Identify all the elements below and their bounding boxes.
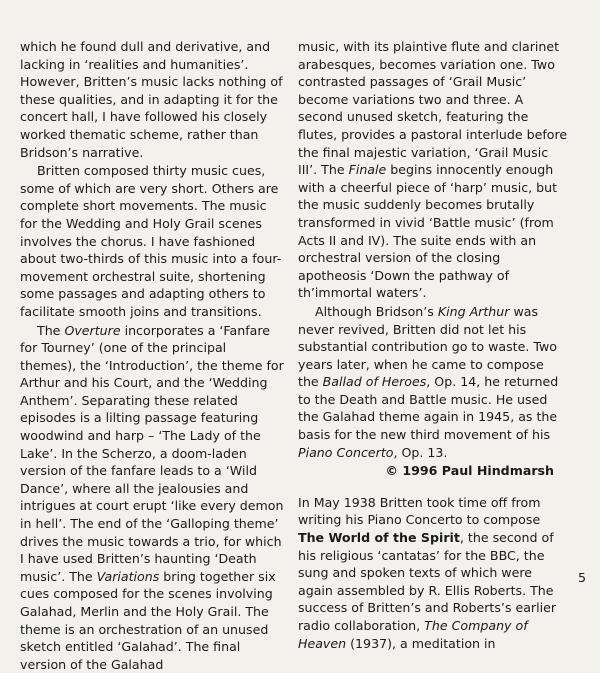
- paragraph-music-cues: Britten composed thirty music cues, some of which are very short. Others are complete short movements. The music for the Wedding and Holy Grail scenes involves the chorus. I have fashioned about two-thirds of this music into a four-movement orchestral suite, shortening some passages and adapting others to facilitate smooth joins and transitions.: [20, 162, 284, 320]
- right-column: [298, 38, 568, 652]
- paragraph-variations: music, with its plaintive flute and clarinet arabesques, becomes variation one. Two contrasted passages of ‘Grail Music’ become variations two and three. A second unused sketch, featuring the flutes, provides a pastoral interlude before the final majestic variation, ‘Grail Music III’. The Finale begins innocently enough with a cheerful piece of ‘harp’ music, but the music suddenly becomes brutally transformed in vivid ‘Battle music’ (from Acts II and IV). The suite ends with an orchestral version of the closing apotheosis ‘Down the pathway of th’immortal waters’.: [298, 38, 568, 302]
- page-number: 5: [578, 570, 586, 585]
- paragraph-continued: which he found dull and derivative, and lacking in ‘realities and humanities’. However, Britten’s music lacks nothing of these qualities, and in adapting it for the concert hall, I have followed his closely worked thematic scheme, rather than Bridson’s narrative.: [20, 38, 284, 161]
- paragraph-world-of-spirit: In May 1938 Britten took time off from writing his Piano Concerto to compose The World of the Spirit, the second of his religious ‘cantatas’ for the BBC, the sung and spoken texts of which were again assembled by R. Ellis Roberts. The success of Britten’s and Roberts’s earlier radio collaboration, The Company of Heaven (1937), a meditation in: [298, 494, 568, 652]
- paragraph-king-arthur: Although Bridson’s King Arthur was never revived, Britten did not let his substantial contribution go to waste. Two years later, when he came to compose the Ballad of Heroes, Op. 14, he returned to the Death and Battle music. He used the Galahad theme again in 1945, as the basis for the new third movement of his Piano Concerto, Op. 13.: [298, 303, 568, 461]
- paragraph-overture: The Overture incorporates a ‘Fanfare for Tourney’ (one of the principal themes), the ‘Introduction’, the theme for Arthur and his Court, and the ‘Wedding Anthem’. Separating these related episodes is a lilting passage featuring woodwind and harp – ‘The Lady of the Lake’. In the Scherzo, a doom-laden version of the fanfare leads to a ‘Wild Dance’, where all the jealousies and intrigues at court erupt ‘like every demon in hell’. The end of the ‘Galloping theme’ drives the music towards a trio, for which I have used Britten’s haunting ‘Death music’. The Variations bring together six cues composed for the scenes involving Galahad, Merlin and the Holy Grail. The theme is an orchestration of an unused sketch entitled ‘Galahad’. The final version of the Galahad: [20, 322, 284, 673]
- author-signature: © 1996 Paul Hindmarsh: [298, 462, 568, 480]
- left-column: [20, 38, 284, 673]
